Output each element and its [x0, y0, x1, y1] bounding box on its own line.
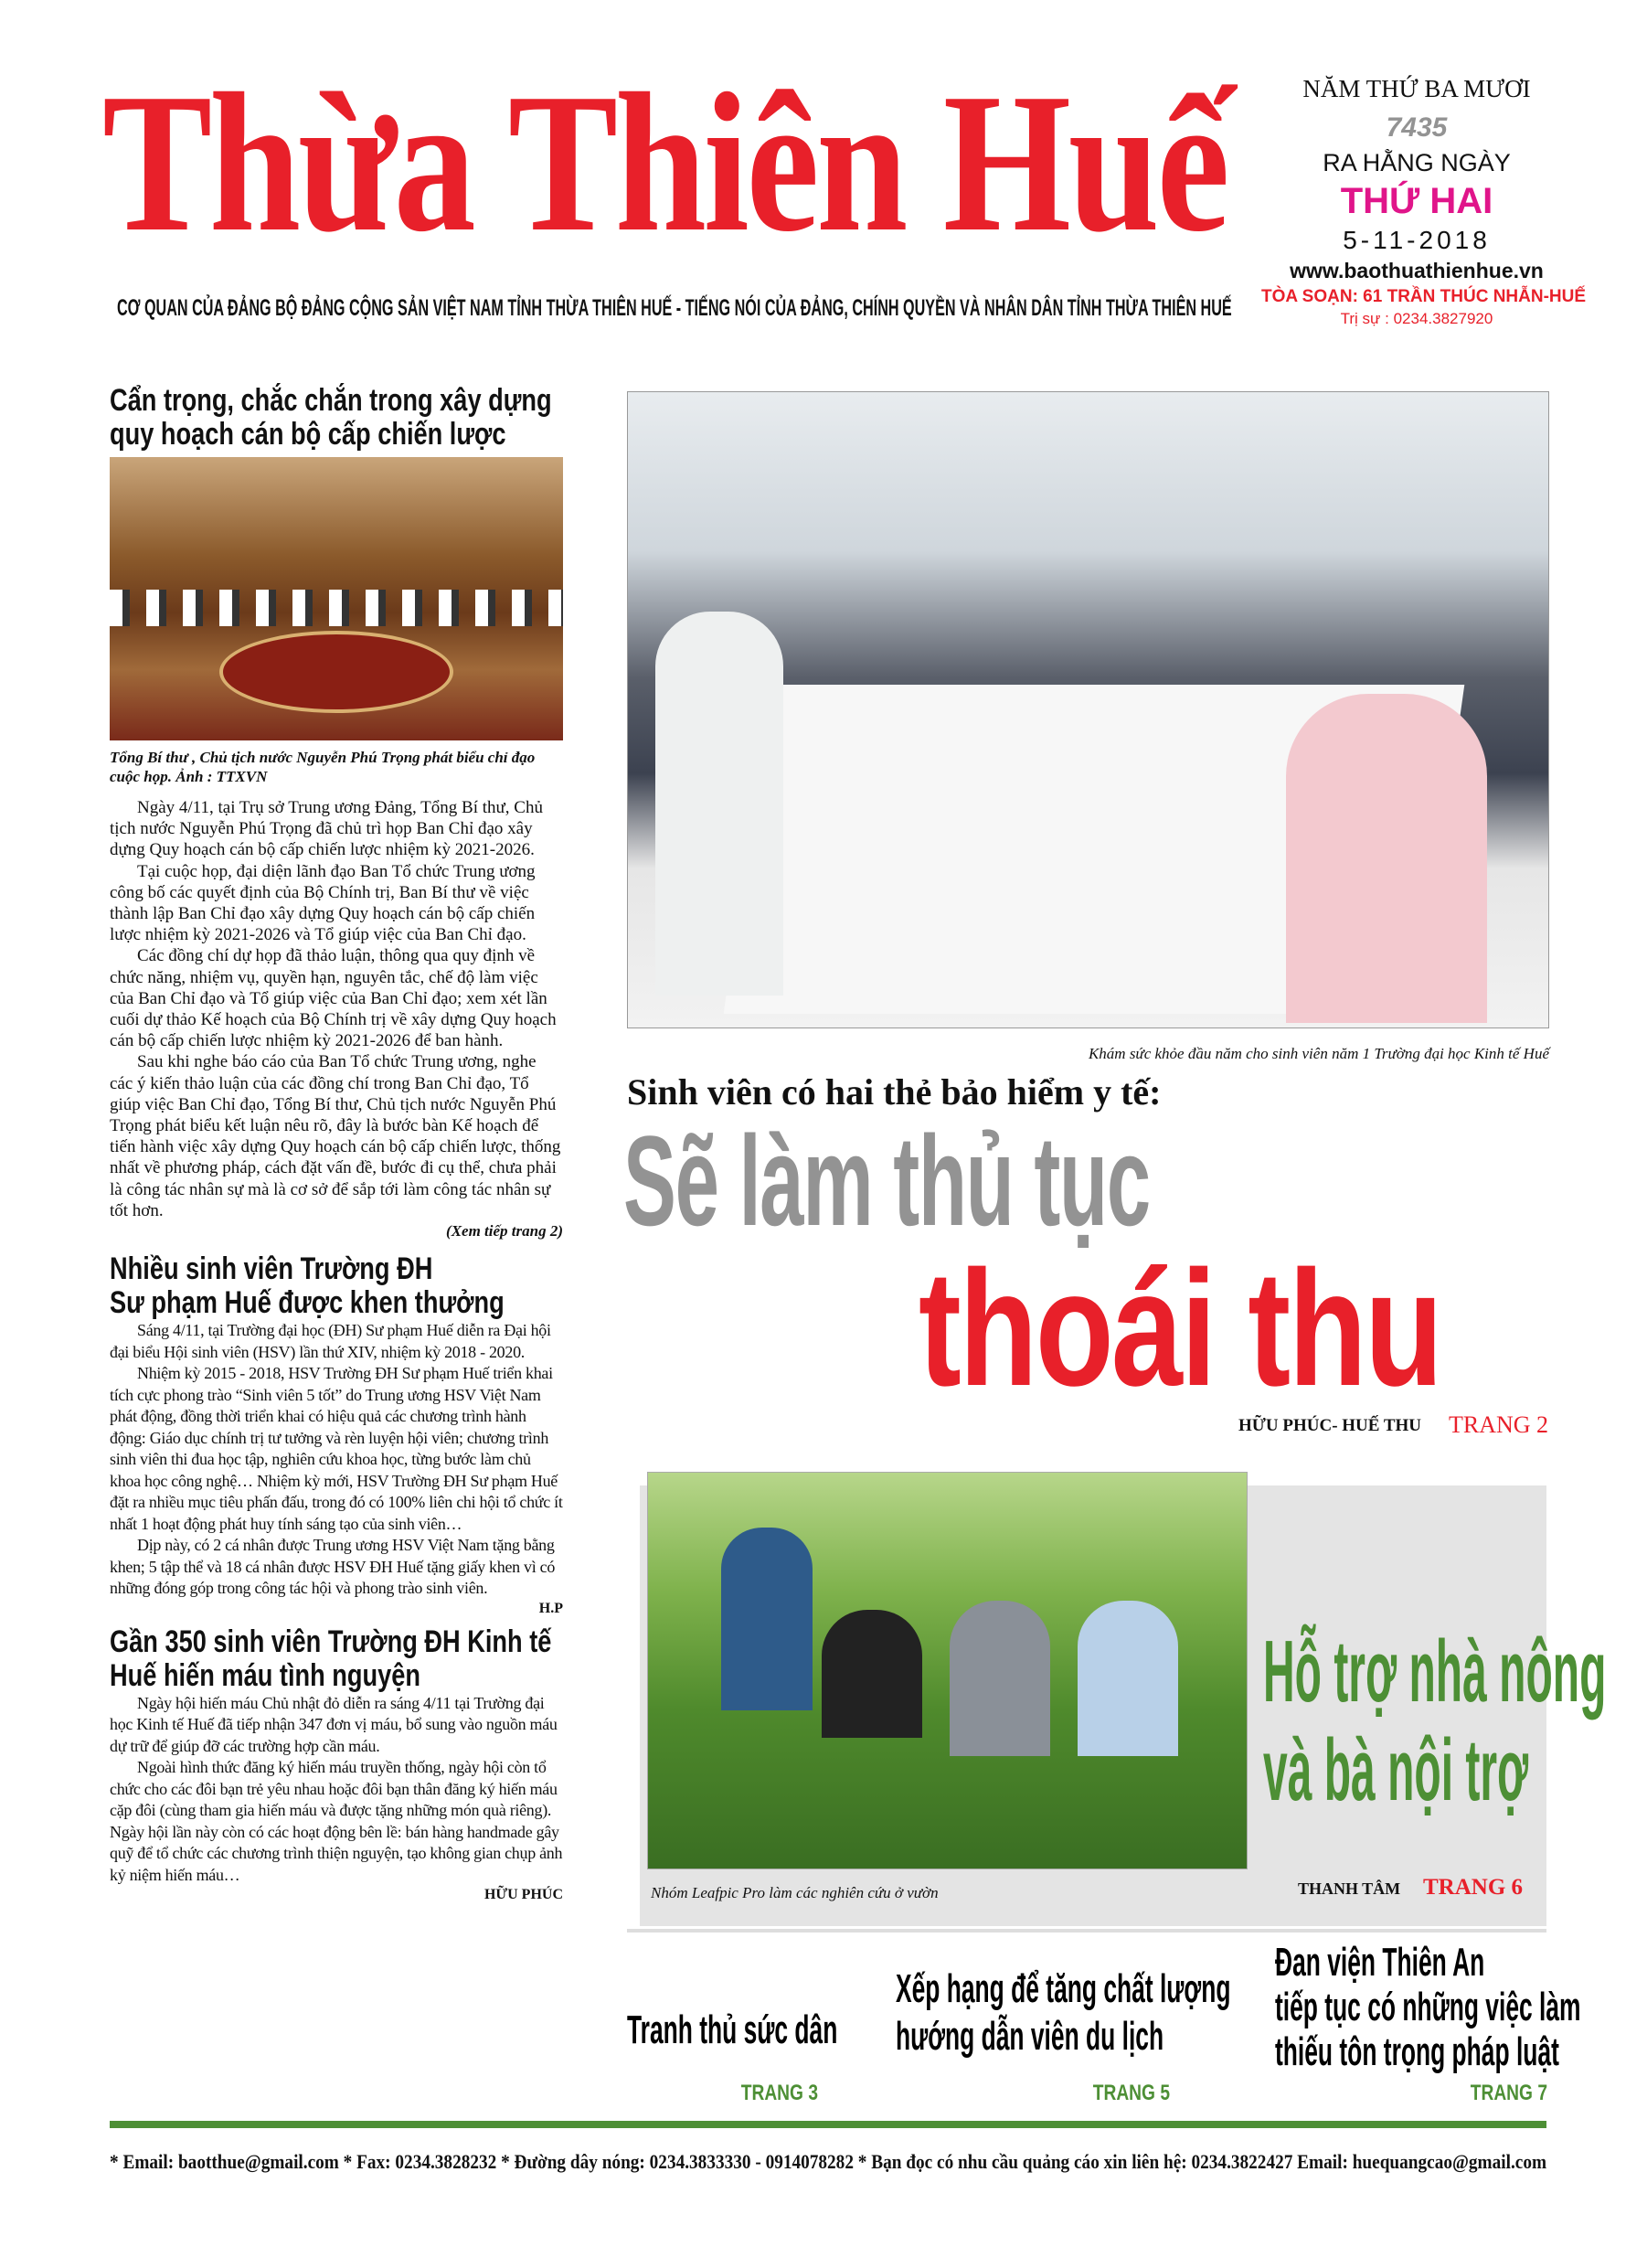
article-headline[interactable]: Cẩn trọng, chắc chắn trong xây dựng quy hoạch cán bộ cấp chiến lược	[110, 383, 552, 452]
issue-date: 5-11-2018	[1343, 226, 1491, 254]
garden-research-photo	[647, 1472, 1248, 1869]
article-headline[interactable]: Nhiều sinh viên Trường ĐH Sư phạm Huế được khen thưởng	[110, 1251, 505, 1321]
frequency: RA HẰNG NGÀY	[1323, 149, 1511, 176]
office-address: TÒA SOẠN: 61 TRẦN THÚC NHẪN-HUẾ	[1261, 287, 1587, 306]
article-party-planning	[110, 384, 563, 1241]
article-blood-donation	[110, 1625, 563, 1905]
article-body: Ngày 4/11, tại Trụ sở Trung ương Đảng, Tổng Bí thư, Chủ tịch nước Nguyễn Phú Trọng đã chủ trì họp Ban Chỉ đạo xây dựng Quy hoạch cán bộ cấp chiến lược nhiệm kỳ 2021-2026. Tại cuộc họp, đại diện lãnh đạo Ban Tổ chức Trung ương công bố các quyết định của Bộ Chính trị, Ban Bí thư về việc thành lập Ban Chỉ đạo xây dựng Quy hoạch cán bộ cấp chiến lược nhiệm kỳ 2021-2026 và Tổ giúp việc của Ban Chỉ đạo. Các đồng chí dự họp đã thảo luận, thông qua quy định về chức năng, nhiệm vụ, quyền hạn, nguyên tắc, chế độ làm việc của Ban Chỉ đạo và Tổ giúp việc của Ban Chỉ đạo; xem xét lần cuối dự thảo Kế hoạch của Bộ Chính trị về xây dựng Quy hoạch cán bộ cấp chiến lược nhiệm kỳ 2021-2026 để ban hành. Sau khi nghe báo cáo của Ban Tổ chức Trung ương, nghe các ý kiến thảo luận của các đồng chí trong Ban Chỉ đạo, Tổ giúp việc Ban Chỉ đạo, Tổng Bí thư, Chủ tịch nước Nguyễn Phú Trọng phát biểu kết luận nêu rõ, đây là bước bàn Kế hoạch để tiến hành việc xây dựng Quy hoạch cán bộ cấp chiến lược, thống nhất về phương pháp, cách đặt vấn đề, bước đi cụ thể, chưa phải là công tác nhân sự mà là cơ sở để sắp tới làm công tác nhân sự tốt hơn.	[110, 798, 561, 1220]
newspaper-masthead: Thừa Thiên Huế	[102, 53, 1227, 273]
article-author: HỮU PHÚC	[483, 1887, 563, 1903]
article-pedagogy-students	[110, 1252, 563, 1618]
article-author: H.P	[538, 1600, 563, 1616]
meeting-photo	[110, 457, 563, 740]
health-check-photo	[627, 391, 1549, 1028]
footer-rule	[110, 2121, 1546, 2128]
teaser-page-ref[interactable]: TRANG 5	[1092, 2081, 1170, 2105]
divider	[627, 1929, 1546, 1933]
feature-byline: THANH TÂM	[1298, 1879, 1401, 1898]
feature-page-ref[interactable]: TRANG 6	[1423, 1875, 1524, 1900]
office-phone: Trị sự : 0234.3827920	[1340, 310, 1493, 327]
publication-year: NĂM THỨ BA MƯƠI	[1302, 75, 1531, 102]
feature-photo-caption: Nhóm Leafpic Pro làm các nghiên cứu ở vườn	[651, 1884, 939, 1901]
article-headline[interactable]: Gần 350 sinh viên Trường ĐH Kinh tế Huế hiến máu tình nguyện	[110, 1624, 552, 1693]
website-link[interactable]: www.baothuathienhue.vn	[1290, 259, 1544, 282]
masthead-tagline: CƠ QUAN CỦA ĐẢNG BỘ ĐẢNG CỘNG SẢN VIỆT NAM TỈNH THỪA THIÊN HUẾ - TIẾNG NÓI CỦA ĐẢNG, CHÍNH QUYỀN VÀ NHÂN DÂN TỈNH THỪA THIÊN HUẾ	[117, 295, 1232, 321]
teaser-page-ref[interactable]: TRANG 3	[740, 2081, 818, 2105]
teaser-title[interactable]: Tranh thủ sức dân	[627, 2007, 838, 2052]
lead-title-line2[interactable]: thoái thu	[919, 1237, 1441, 1421]
article-body: Ngày hội hiến máu Chủ nhật đỏ diễn ra sáng 4/11 tại Trường đại học Kinh tế Huế đã tiếp nhận 347 đơn vị máu, bổ sung vào nguồn máu dự trữ để giúp đỡ các trường hợp cần máu. Ngoài hình thức đăng ký hiến máu truyền thống, ngày hội còn tổ chức cho các đôi bạn trẻ yêu nhau hoặc đôi bạn thân đăng ký hiến máu cặp đôi (cùng tham gia hiến máu và được tặng những món quà riêng). Ngày hội lần này còn có các hoạt động bên lề: bán hàng handmade gây quỹ để tổ chức các chương trình thiện nguyện, tạo không gian chụp ảnh kỷ niệm hiến máu…	[110, 1693, 563, 1884]
teaser-page-ref[interactable]: TRANG 7	[1470, 2081, 1547, 2105]
lead-title-line1[interactable]: Sẽ làm thủ tục	[623, 1109, 1150, 1252]
lead-page-ref[interactable]: TRANG 2	[1449, 1411, 1549, 1438]
photo-caption: Tổng Bí thư , Chủ tịch nước Nguyễn Phú Trọng phát biểu chỉ đạo cuộc họp. Ảnh : TTXVN	[110, 749, 536, 785]
left-column	[110, 384, 563, 1904]
weekday: THỨ HAI	[1340, 181, 1493, 221]
teaser-title[interactable]: Xếp hạng để tăng chất lượng hướng dẫn viên du lịch	[896, 1966, 1231, 2059]
footer-contact: * Email: baotthue@gmail.com * Fax: 0234.3828232 * Đường dây nóng: 0234.3833330 - 0914078282 * Bạn đọc có nhu cầu quảng cáo xin liên hệ: 0234.3822427 Email: huequangcao@gmail.com	[110, 2150, 1547, 2173]
issue-number: 7435	[1386, 112, 1448, 143]
continued-link[interactable]: (Xem tiếp trang 2)	[446, 1222, 563, 1240]
lead-kicker: Sinh viên có hai thẻ bảo hiểm y tế:	[627, 1071, 1162, 1113]
feature-title[interactable]: Hỗ trợ nhà nông và bà nội trợ	[1263, 1623, 1607, 1819]
lead-photo-caption: Khám sức khỏe đầu năm cho sinh viên năm 1 Trường đại học Kinh tế Huế	[1088, 1045, 1549, 1062]
article-body: Sáng 4/11, tại Trường đại học (ĐH) Sư phạm Huế diễn ra Đại hội đại biểu Hội sinh viên (HSV) lần thứ XIV, nhiệm kỳ 2018 - 2020. Nhiệm kỳ 2015 - 2018, HSV Trường ĐH Sư phạm Huế triển khai tích cực phong trào “Sinh viên 5 tốt” do Trung ương HSV Việt Nam phát động, đồng thời triển khai có hiệu quả các chương trình hành động: Giáo dục chính trị tư tưởng và rèn luyện hội viên; chương trình sinh viên thi đua học tập, nghiên cứu khoa học, từng bước làm chủ khoa học công nghệ… Nhiệm kỳ mới, HSV Trường ĐH Sư phạm Huế đặt ra nhiều mục tiêu phấn đấu, trong đó có 100% liên chi hội tổ chức ít nhất 1 hoạt động phát huy tính sáng tạo của sinh viên… Dịp này, có 2 cá nhân được Trung ương HSV Việt Nam tặng bằng khen; 5 tập thể và 18 cá nhân được HSV ĐH Huế tặng giấy khen vì có những đóng góp trong công tác hội và phong trào sinh viên.	[110, 1321, 563, 1598]
lead-byline: HỮU PHÚC- HUẾ THU	[1238, 1416, 1422, 1435]
teaser-title[interactable]: Đan viện Thiên An tiếp tục có những việc làm thiếu tôn trọng pháp luật	[1275, 1940, 1581, 2074]
